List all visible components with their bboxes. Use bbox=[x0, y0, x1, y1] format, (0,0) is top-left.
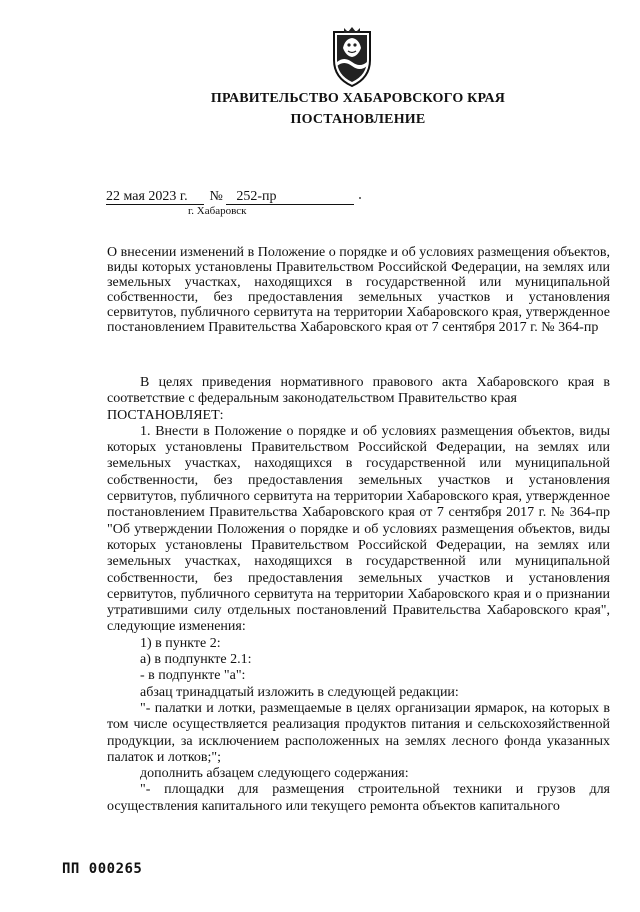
scan-speck bbox=[359, 197, 361, 199]
subitem-1-paragraph: 1) в пункте 2: bbox=[140, 635, 221, 651]
document-date: 22 мая 2023 г. bbox=[106, 190, 204, 205]
quote-1-paragraph: "- палатки и лотки, размещаемые в целях организации ярмарок, на которых в том числе осуществляется реализация продуктов питания и сельскохозяйственной продукции, за исключением расположенных на землях лесного фонда указанных палаток и лотков;"; bbox=[107, 700, 610, 765]
add-paragraph-instruction: дополнить абзацем следующего содержания: bbox=[140, 766, 409, 782]
quote-2-paragraph: "- площадки для размещения строительной техники и грузов для осуществления капитального или текущего ремонта объектов капитального bbox=[107, 782, 610, 814]
document-type: ПОСТАНОВЛЕНИЕ bbox=[290, 112, 426, 127]
document-body bbox=[107, 375, 610, 815]
subitem-a-a-paragraph: - в подпункте "а": bbox=[140, 668, 246, 684]
document-city: г. Хабаровск bbox=[188, 205, 247, 217]
number-sign: № bbox=[209, 189, 223, 204]
item-1-paragraph: 1. Внести в Положение о порядке и об условиях размещения объектов, виды которых установлены Правительством Российской Федерации, на землях или земельных участках, находящихся в государственной или муниципальной собственности, без предоставления земельных участков и установления сервитутов, публичного сервитута на территории Хабаровского края, утвержденное постановлением Правительства Хабаровского края от 7 сентября 2017 г. № 364-пр "Об утверждении Положения о порядке и об условиях размещения объектов, виды которых установлены Правительством Российской Федерации, на землях или земельных участках, находящихся в государственной или муниципальной собственности, без предоставления земельных участков и установления сервитутов, публичного сервитута на территории Хабаровского края и о признании утратившими силу отдельных постановлений Правительства Хабаровского края", следующие изменения: bbox=[107, 423, 610, 635]
organization-name: ПРАВИТЕЛЬСТВО ХАБАРОВСКОГО КРАЯ bbox=[210, 91, 506, 106]
document-number: 252-пр bbox=[226, 190, 354, 205]
subitem-a-paragraph: а) в подпункте 2.1: bbox=[140, 652, 252, 668]
decree-word: ПОСТАНОВЛЯЕТ: bbox=[107, 407, 224, 423]
coat-of-arms-icon bbox=[330, 26, 374, 88]
form-serial-code: ПП 000265 bbox=[62, 861, 143, 877]
paragraph-13-instruction: абзац тринадцатый изложить в следующей редакции: bbox=[140, 684, 459, 700]
date-number-line bbox=[106, 189, 354, 205]
preamble-paragraph: В целях приведения нормативного правового акта Хабаровского края в соответствие с федеральным законодательством Правительство края bbox=[107, 375, 610, 407]
document-subject: О внесении изменений в Положение о порядке и об условиях размещения объектов, виды которых установлены Правительством Российской Федерации, на землях или земельных участках, находящихся в государственной или муниципальной собственности, без предоставления земельных участков и установления сервитутов, публичного сервитута на территории Хабаровского края, утвержденное постановлением Правительства Хабаровского края от 7 сентября 2017 г. № 364-пр bbox=[107, 245, 610, 335]
